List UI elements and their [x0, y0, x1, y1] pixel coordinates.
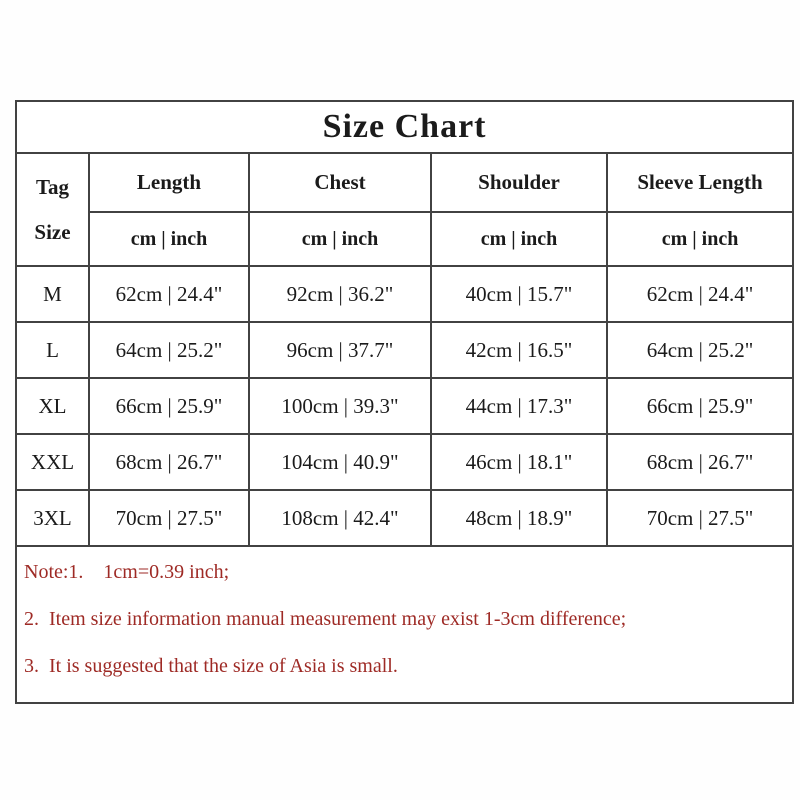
cell-length: 68cm | 26.7"	[89, 434, 249, 490]
size-label: XL	[16, 378, 89, 434]
cell-sleeve-length: 68cm | 26.7"	[607, 434, 793, 490]
corner-cell-inner	[17, 154, 88, 265]
title-row	[16, 101, 793, 153]
cell-chest: 96cm | 37.7"	[249, 322, 431, 378]
note-line-2: 2. Item size information manual measurement may exist 1-3cm difference;	[24, 608, 627, 630]
unit-header-sleeve-length: cm | inch	[607, 212, 793, 266]
size-label: M	[16, 266, 89, 322]
cell-sleeve-length: 64cm | 25.2"	[607, 322, 793, 378]
cell-chest: 104cm | 40.9"	[249, 434, 431, 490]
table-row-l	[16, 322, 793, 378]
table-row-m	[16, 266, 793, 322]
table-row-3xl	[16, 490, 793, 546]
notes-cell	[16, 546, 793, 703]
size-label: L	[16, 322, 89, 378]
cell-sleeve-length: 62cm | 24.4"	[607, 266, 793, 322]
corner-label-tag: Tag	[35, 174, 70, 199]
column-header-sleeve-length: Sleeve Length	[607, 153, 793, 212]
cell-shoulder: 48cm | 18.9"	[431, 490, 607, 546]
cell-chest: 100cm | 39.3"	[249, 378, 431, 434]
header-row	[16, 153, 793, 212]
table-row-xl	[16, 378, 793, 434]
cell-length: 66cm | 25.9"	[89, 378, 249, 434]
size-label: 3XL	[16, 490, 89, 546]
cell-shoulder: 40cm | 15.7"	[431, 266, 607, 322]
note-line-3: 3. It is suggested that the size of Asia is small.	[24, 655, 398, 677]
size-chart-table	[15, 100, 794, 704]
unit-header-shoulder: cm | inch	[431, 212, 607, 266]
cell-length: 62cm | 24.4"	[89, 266, 249, 322]
cell-chest: 92cm | 36.2"	[249, 266, 431, 322]
cell-shoulder: 44cm | 17.3"	[431, 378, 607, 434]
corner-cell-tag-size	[16, 153, 89, 266]
column-header-shoulder: Shoulder	[431, 153, 607, 212]
note-line-1: Note:1. 1cm=0.39 inch;	[24, 561, 230, 583]
cell-length: 70cm | 27.5"	[89, 490, 249, 546]
unit-header-length: cm | inch	[89, 212, 249, 266]
cell-sleeve-length: 70cm | 27.5"	[607, 490, 793, 546]
cell-shoulder: 42cm | 16.5"	[431, 322, 607, 378]
page-title: Size Chart	[16, 101, 793, 153]
size-label: XXL	[16, 434, 89, 490]
cell-sleeve-length: 66cm | 25.9"	[607, 378, 793, 434]
corner-label-size: Size	[34, 219, 71, 244]
cell-chest: 108cm | 42.4"	[249, 490, 431, 546]
notes-row	[16, 546, 793, 703]
unit-header-chest: cm | inch	[249, 212, 431, 266]
column-header-length: Length	[89, 153, 249, 212]
unit-row	[16, 212, 793, 266]
cell-shoulder: 46cm | 18.1"	[431, 434, 607, 490]
column-header-chest: Chest	[249, 153, 431, 212]
table-row-xxl	[16, 434, 793, 490]
cell-length: 64cm | 25.2"	[89, 322, 249, 378]
